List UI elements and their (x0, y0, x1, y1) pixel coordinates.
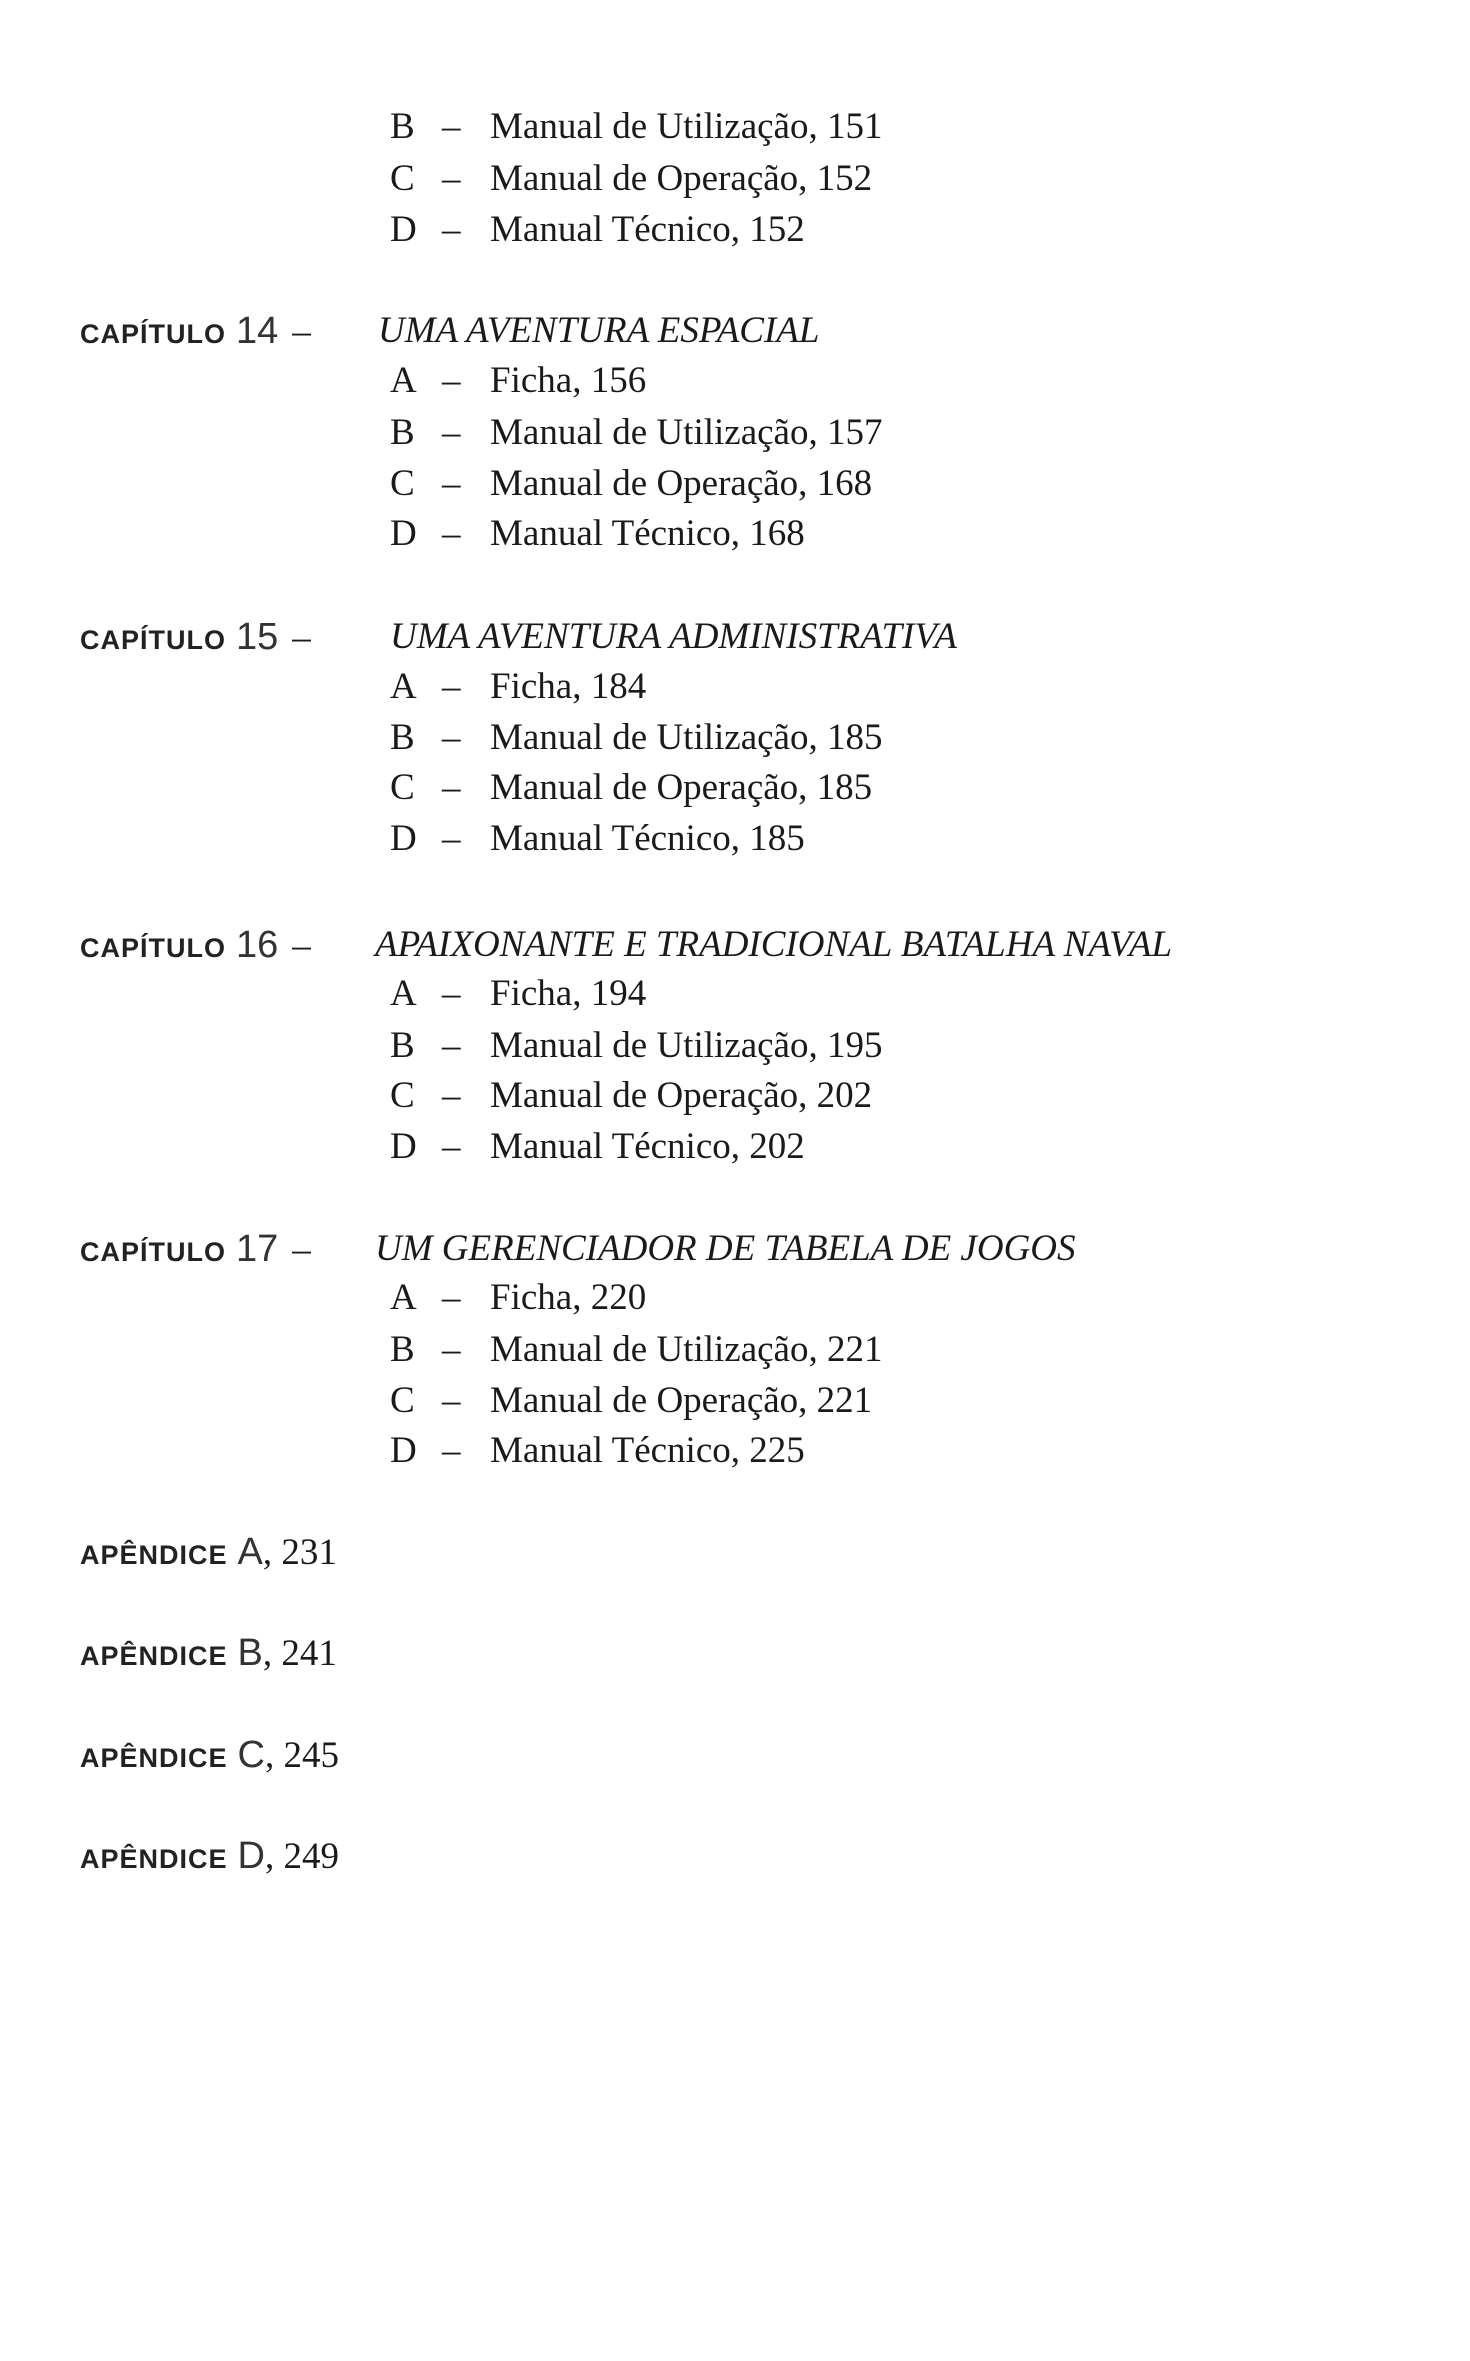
appendix-entry (80, 1730, 339, 1780)
appendix-letter: D (237, 1835, 265, 1877)
toc-entry (0, 1071, 1470, 1121)
entry-letter: D (390, 1126, 417, 1167)
toc-entry (0, 509, 1470, 559)
entry-dash: – (442, 106, 461, 147)
entry-text: Manual de Operação, 168 (490, 463, 873, 504)
entry-text: Manual de Operação, 185 (490, 767, 873, 808)
entry-text: Manual de Utilização, 185 (490, 717, 883, 758)
appendix-entry (80, 1527, 337, 1577)
chapter-title: UMA AVENTURA ESPACIAL (378, 310, 820, 351)
entry-dash: – (442, 1277, 461, 1318)
entry-dash: – (442, 1075, 461, 1116)
entry-text: Ficha, 194 (490, 973, 647, 1014)
entry-letter: C (390, 1075, 415, 1116)
entry-dash: – (442, 463, 461, 504)
entry-dash: – (442, 513, 461, 554)
entry-text: Manual de Utilização, 151 (490, 106, 883, 147)
entry-letter: D (390, 513, 417, 554)
entry-text: Manual Técnico, 202 (490, 1126, 805, 1167)
chapter-dash: – (292, 1229, 311, 1270)
toc-entry (0, 1325, 1470, 1375)
toc-entry (0, 408, 1470, 458)
chapter-heading (80, 920, 1173, 970)
toc-entry (0, 1122, 1470, 1172)
chapter-label: CAPÍTULO (80, 319, 226, 349)
entry-letter: C (390, 463, 415, 504)
chapter-label: CAPÍTULO (80, 1237, 226, 1267)
entry-text: Manual Técnico, 185 (490, 818, 805, 859)
entry-dash: – (442, 412, 461, 453)
toc-entry (0, 205, 1470, 255)
toc-entry (0, 814, 1470, 864)
toc-entry (0, 102, 1470, 152)
appendix-page: , 249 (264, 1836, 339, 1877)
chapter-dash: – (292, 617, 311, 658)
entry-letter: B (390, 106, 415, 147)
toc-entry (0, 662, 1470, 712)
chapter-dash: – (292, 925, 311, 966)
entry-letter: D (390, 1430, 417, 1471)
appendix-label: APÊNDICE (80, 1540, 228, 1570)
appendix-page: , 231 (262, 1532, 337, 1573)
entry-letter: D (390, 818, 417, 859)
toc-entry (0, 1426, 1470, 1476)
entry-dash: – (442, 717, 461, 758)
entry-letter: C (390, 767, 415, 808)
entry-dash: – (442, 973, 461, 1014)
chapter-heading (80, 306, 820, 356)
toc-entry (0, 356, 1470, 406)
entry-text: Ficha, 184 (490, 666, 647, 707)
entry-dash: – (442, 666, 461, 707)
entry-text: Manual Técnico, 225 (490, 1430, 805, 1471)
chapter-title: UMA AVENTURA ADMINISTRATIVA (390, 616, 957, 657)
appendix-page: , 241 (262, 1633, 337, 1674)
entry-text: Manual Técnico, 152 (490, 209, 805, 250)
chapter-number: 16 (236, 924, 279, 966)
entry-text: Ficha, 220 (490, 1277, 647, 1318)
toc-entry (0, 1273, 1470, 1323)
entry-letter: B (390, 1329, 415, 1370)
entry-dash: – (442, 767, 461, 808)
appendix-label: APÊNDICE (80, 1743, 228, 1773)
toc-entry (0, 1021, 1470, 1071)
entry-text: Ficha, 156 (490, 360, 647, 401)
entry-letter: A (390, 666, 417, 707)
appendix-label: APÊNDICE (80, 1641, 228, 1671)
appendix-page: , 245 (264, 1735, 339, 1776)
entry-letter: A (390, 1277, 417, 1318)
entry-letter: A (390, 973, 417, 1014)
entry-text: Manual de Utilização, 157 (490, 412, 883, 453)
entry-text: Manual de Utilização, 221 (490, 1329, 883, 1370)
toc-entry (0, 763, 1470, 813)
toc-entry (0, 459, 1470, 509)
entry-dash: – (442, 360, 461, 401)
chapter-heading (80, 1224, 1076, 1274)
entry-letter: B (390, 412, 415, 453)
chapter-label: CAPÍTULO (80, 933, 226, 963)
toc-entry (0, 154, 1470, 204)
appendix-letter: C (237, 1734, 265, 1776)
appendix-entry (80, 1628, 337, 1678)
entry-letter: D (390, 209, 417, 250)
entry-dash: – (442, 818, 461, 859)
entry-dash: – (442, 158, 461, 199)
chapter-title: UM GERENCIADOR DE TABELA DE JOGOS (375, 1228, 1076, 1269)
entry-dash: – (442, 209, 461, 250)
chapter-number: 15 (236, 616, 279, 658)
entry-text: Manual de Operação, 152 (490, 158, 873, 199)
toc-entry (0, 1376, 1470, 1426)
entry-text: Manual de Operação, 202 (490, 1075, 873, 1116)
entry-letter: A (390, 360, 417, 401)
entry-text: Manual de Utilização, 195 (490, 1025, 883, 1066)
entry-dash: – (442, 1025, 461, 1066)
appendix-label: APÊNDICE (80, 1844, 228, 1874)
chapter-number: 14 (236, 310, 279, 352)
appendix-entry (80, 1831, 339, 1881)
entry-dash: – (442, 1329, 461, 1370)
entry-text: Manual Técnico, 168 (490, 513, 805, 554)
chapter-number: 17 (236, 1228, 279, 1270)
chapter-title: APAIXONANTE E TRADICIONAL BATALHA NAVAL (375, 924, 1173, 965)
appendix-letter: B (237, 1632, 263, 1674)
chapter-label: CAPÍTULO (80, 625, 226, 655)
appendix-letter: A (237, 1531, 263, 1573)
entry-dash: – (442, 1430, 461, 1471)
entry-letter: B (390, 1025, 415, 1066)
toc-entry (0, 969, 1470, 1019)
entry-letter: C (390, 1380, 415, 1421)
entry-dash: – (442, 1126, 461, 1167)
entry-letter: C (390, 158, 415, 199)
entry-dash: – (442, 1380, 461, 1421)
chapter-heading (80, 612, 957, 662)
toc-entry (0, 713, 1470, 763)
chapter-dash: – (292, 311, 311, 352)
entry-letter: B (390, 717, 415, 758)
entry-text: Manual de Operação, 221 (490, 1380, 873, 1421)
